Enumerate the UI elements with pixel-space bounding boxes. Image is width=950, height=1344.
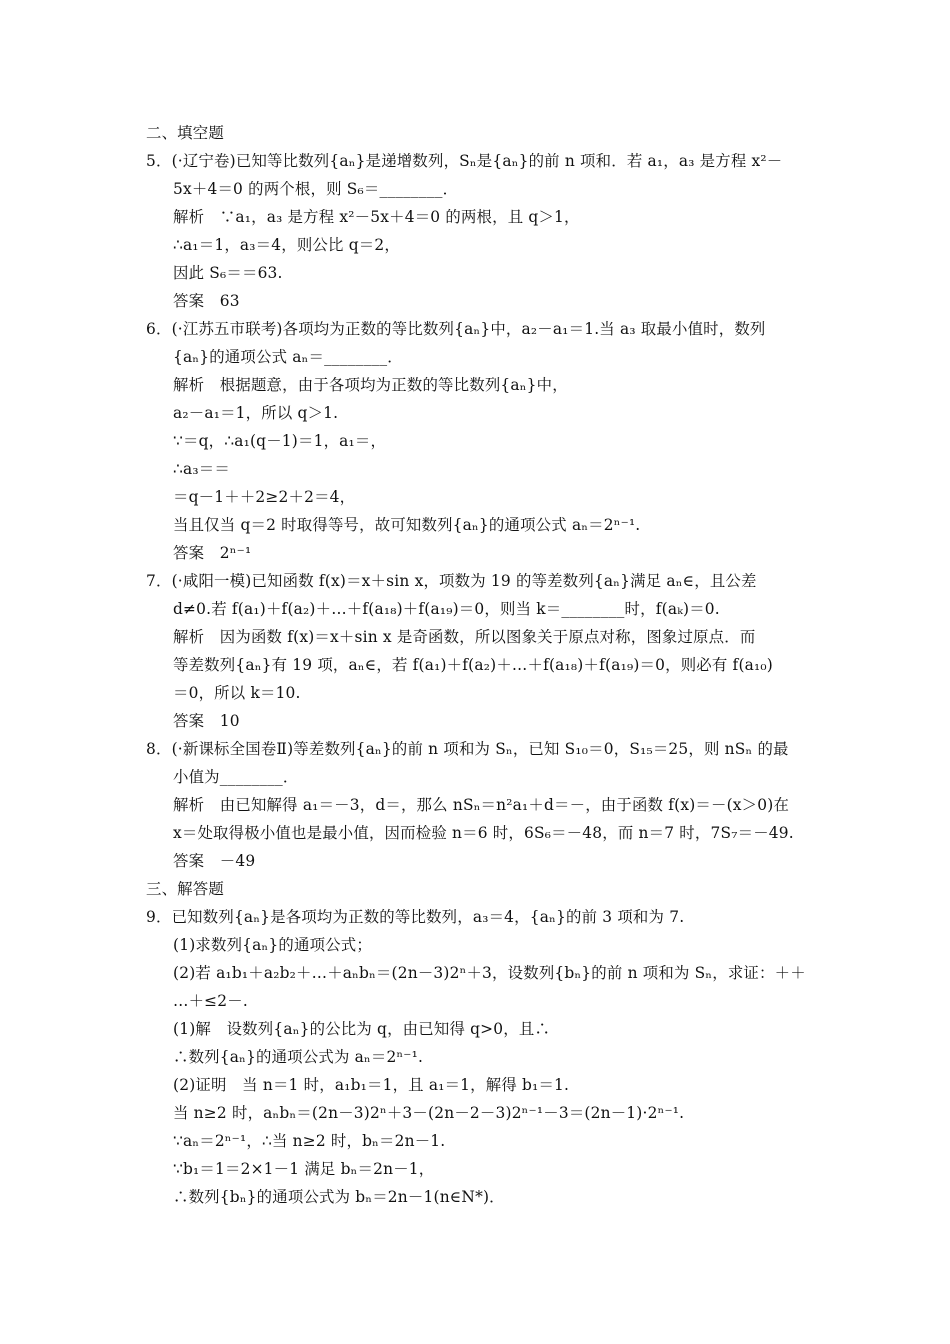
solution-line: x＝处取得极小值也是最小值，因而检验 n＝6 时，6S₆＝－48，而 n＝7 时，7S₇＝－49.: [173, 824, 794, 842]
section-heading: 三、解答题: [146, 880, 224, 898]
answer-line: 答案 10: [173, 712, 240, 730]
solution-line: (2)证明 当 n＝1 时，a₁b₁＝1，且 a₁＝1，解得 b₁＝1.: [173, 1076, 570, 1094]
question-line: 小值为________．: [173, 768, 299, 786]
solution-line: ∴a₁＝1，a₃＝4，则公比 q＝2，: [173, 236, 400, 254]
answer-line: 答案 －49: [173, 852, 256, 870]
solution-line: 当且仅当 q＝2 时取得等号，故可知数列{aₙ}的通项公式 aₙ＝2ⁿ⁻¹.: [173, 516, 641, 534]
question-line: 9．已知数列{aₙ}是各项均为正数的等比数列，a₃＝4，{aₙ}的前 3 项和为 7.: [146, 908, 685, 926]
solution-line: ∴a₃＝＝: [173, 460, 230, 478]
solution-line: 解析 由已知解得 a₁＝－3，d＝，那么 nSₙ＝n²a₁＋d＝－，由于函数 f(x)＝－(x＞0)在: [173, 796, 790, 814]
solution-line: 因此 S₆＝＝63.: [173, 264, 283, 282]
solution-line: 等差数列{aₙ}有 19 项，aₙ∈，若 f(a₁)＋f(a₂)＋…＋f(a₁₈)＋f(a₁₉)＝0，则必有 f(a₁₀): [173, 656, 773, 674]
answer-line: 答案 63: [173, 292, 240, 310]
question-line: 5x＋4＝0 的两个根，则 S₆＝________．: [173, 180, 459, 198]
solution-line: ∵aₙ＝2ⁿ⁻¹，∴当 n≥2 时，bₙ＝2n－1.: [173, 1132, 446, 1150]
answer-line: 答案 2ⁿ⁻¹: [173, 544, 252, 562]
solution-line: 当 n≥2 时，aₙbₙ＝(2n－3)2ⁿ＋3－(2n－2－3)2ⁿ⁻¹－3＝(2n－1)·2ⁿ⁻¹.: [173, 1104, 685, 1122]
solution-line: ∴数列{aₙ}的通项公式为 aₙ＝2ⁿ⁻¹.: [173, 1048, 424, 1066]
solution-line: 解析 根据题意，由于各项均为正数的等比数列{aₙ}中，: [173, 376, 568, 394]
question-line: 6．(·江苏五市联考)各项均为正数的等比数列{aₙ}中，a₂－a₁＝1.当 a₃ 取最小值时，数列: [146, 320, 766, 338]
section-heading: 二、填空题: [146, 124, 224, 142]
solution-line: 解析 ∵a₁，a₃ 是方程 x²－5x＋4＝0 的两根，且 q＞1，: [173, 208, 580, 226]
question-line: (2)若 a₁b₁＋a₂b₂＋…＋aₙbₙ＝(2n－3)2ⁿ＋3，设数列{bₙ}的前 n 项和为 Sₙ，求证：＋＋: [173, 964, 806, 982]
solution-line: ∵＝q，∴a₁(q－1)＝1，a₁＝，: [173, 432, 387, 450]
question-line: {aₙ}的通项公式 aₙ＝________．: [173, 348, 403, 366]
question-line: 7．(·咸阳一模)已知函数 f(x)＝x＋sin x，项数为 19 的等差数列{aₙ}满足 aₙ∈，且公差: [146, 572, 757, 590]
solution-line: ＝0，所以 k＝10.: [173, 684, 301, 702]
question-line: (1)求数列{aₙ}的通项公式；: [173, 936, 372, 954]
question-line: 5．(·辽宁卷)已知等比数列{aₙ}是递增数列，Sₙ是{aₙ}的前 n 项和．若 a₁，a₃ 是方程 x²－: [146, 152, 783, 170]
solution-line: ＝q－1＋＋2≥2＋2＝4，: [173, 488, 356, 506]
solution-line: a₂－a₁＝1，所以 q＞1.: [173, 404, 339, 422]
solution-line: ∴数列{bₙ}的通项公式为 bₙ＝2n－1(n∈N*)．: [173, 1188, 505, 1206]
question-line: d≠0.若 f(a₁)＋f(a₂)＋…＋f(a₁₈)＋f(a₁₉)＝0，则当 k＝________时，f(aₖ)＝0.: [173, 600, 720, 618]
solution-line: ∵b₁＝1＝2×1－1 满足 bₙ＝2n－1，: [173, 1160, 435, 1178]
solution-line: 解析 因为函数 f(x)＝x＋sin x 是奇函数，所以图象关于原点对称，图象过原点．而: [173, 628, 756, 646]
question-line: …＋≤2－.: [173, 992, 248, 1010]
question-line: 8．(·新课标全国卷Ⅱ)等差数列{aₙ}的前 n 项和为 Sₙ，已知 S₁₀＝0，S₁₅＝25，则 nSₙ 的最: [146, 740, 789, 758]
solution-line: (1)解 设数列{aₙ}的公比为 q，由已知得 q>0，且∴: [173, 1020, 551, 1038]
